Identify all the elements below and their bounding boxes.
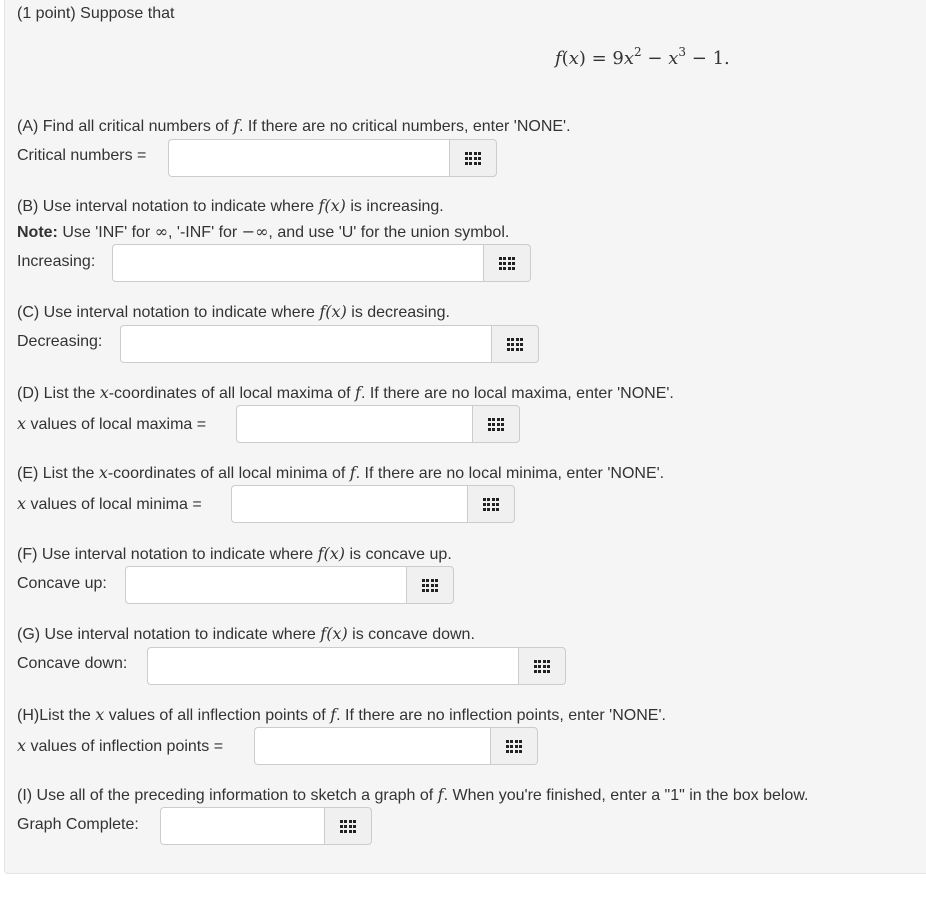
part-h-prompt: (H)List the x values of all inflection points of f. If there are no inflection points, enter 'NONE'. [17, 705, 666, 724]
concave-up-field [125, 566, 454, 604]
graph-complete-input[interactable] [160, 807, 324, 845]
equation-editor-button[interactable] [406, 566, 454, 604]
increasing-input[interactable] [112, 244, 483, 282]
part-f-prompt: (F) Use interval notation to indicate where f(x) is concave up. [17, 544, 452, 563]
part-d-label: x values of local maxima = [17, 414, 207, 433]
function-formula: $f(x) = 9x^2 - x^3 - 1$. [555, 45, 730, 69]
local-minima-input[interactable] [231, 485, 467, 523]
decreasing-field [120, 325, 539, 363]
grid-icon [340, 820, 356, 833]
part-h-label: x values of inflection points = [17, 736, 224, 755]
part-e-prompt: (E) List the x-coordinates of all local minima of f. If there are no local minima, enter 'NONE'. [17, 463, 665, 482]
grid-icon [465, 152, 481, 165]
concave-up-input[interactable] [125, 566, 406, 604]
grid-icon [506, 740, 522, 753]
critical-numbers-field [168, 139, 497, 177]
local-maxima-field [236, 405, 520, 443]
part-e-label: x values of local minima = [17, 494, 202, 513]
equation-editor-button[interactable] [472, 405, 520, 443]
part-i-prompt: (I) Use all of the preceding information to sketch a graph of f. When you're finished, enter a "1" in the box below. [17, 785, 809, 804]
grid-icon [488, 418, 504, 431]
equation-editor-button[interactable] [324, 807, 372, 845]
part-b-prompt: (B) Use interval notation to indicate where f(x) is increasing. [17, 196, 444, 215]
part-d-prompt: (D) List the x-coordinates of all local maxima of f. If there are no local maxima, enter 'NONE'. [17, 383, 674, 402]
part-f-label: Concave up: [17, 575, 107, 592]
part-c-prompt: (C) Use interval notation to indicate where f(x) is decreasing. [17, 302, 450, 321]
decreasing-input[interactable] [120, 325, 491, 363]
equation-editor-button[interactable] [449, 139, 497, 177]
grid-icon [483, 498, 499, 511]
equation-editor-button[interactable] [467, 485, 515, 523]
part-g-label: Concave down: [17, 655, 128, 672]
concave-down-field [147, 647, 566, 685]
part-g-prompt: (G) Use interval notation to indicate where f(x) is concave down. [17, 624, 475, 643]
part-a-prompt: (A) Find all critical numbers of f. If there are no critical numbers, enter 'NONE'. [17, 116, 571, 135]
concave-down-input[interactable] [147, 647, 518, 685]
equation-editor-button[interactable] [491, 325, 539, 363]
part-c-label: Decreasing: [17, 333, 103, 350]
local-minima-field [231, 485, 515, 523]
grid-icon [499, 257, 515, 270]
graph-complete-field [160, 807, 372, 845]
increasing-field [112, 244, 531, 282]
part-i-label: Graph Complete: [17, 816, 139, 833]
grid-icon [534, 660, 550, 673]
equation-editor-button[interactable] [518, 647, 566, 685]
equation-editor-button[interactable] [490, 727, 538, 765]
part-b-note: Note: Use 'INF' for ∞, '-INF' for −∞, and use 'U' for the union symbol. [17, 222, 510, 241]
equation-editor-button[interactable] [483, 244, 531, 282]
grid-icon [507, 338, 523, 351]
problem-header: (1 point) Suppose that [17, 5, 175, 22]
critical-numbers-input[interactable] [168, 139, 449, 177]
part-b-label: Increasing: [17, 253, 96, 270]
inflection-points-field [254, 727, 538, 765]
local-maxima-input[interactable] [236, 405, 472, 443]
grid-icon [422, 579, 438, 592]
inflection-points-input[interactable] [254, 727, 490, 765]
part-a-label: Critical numbers = [17, 147, 147, 164]
